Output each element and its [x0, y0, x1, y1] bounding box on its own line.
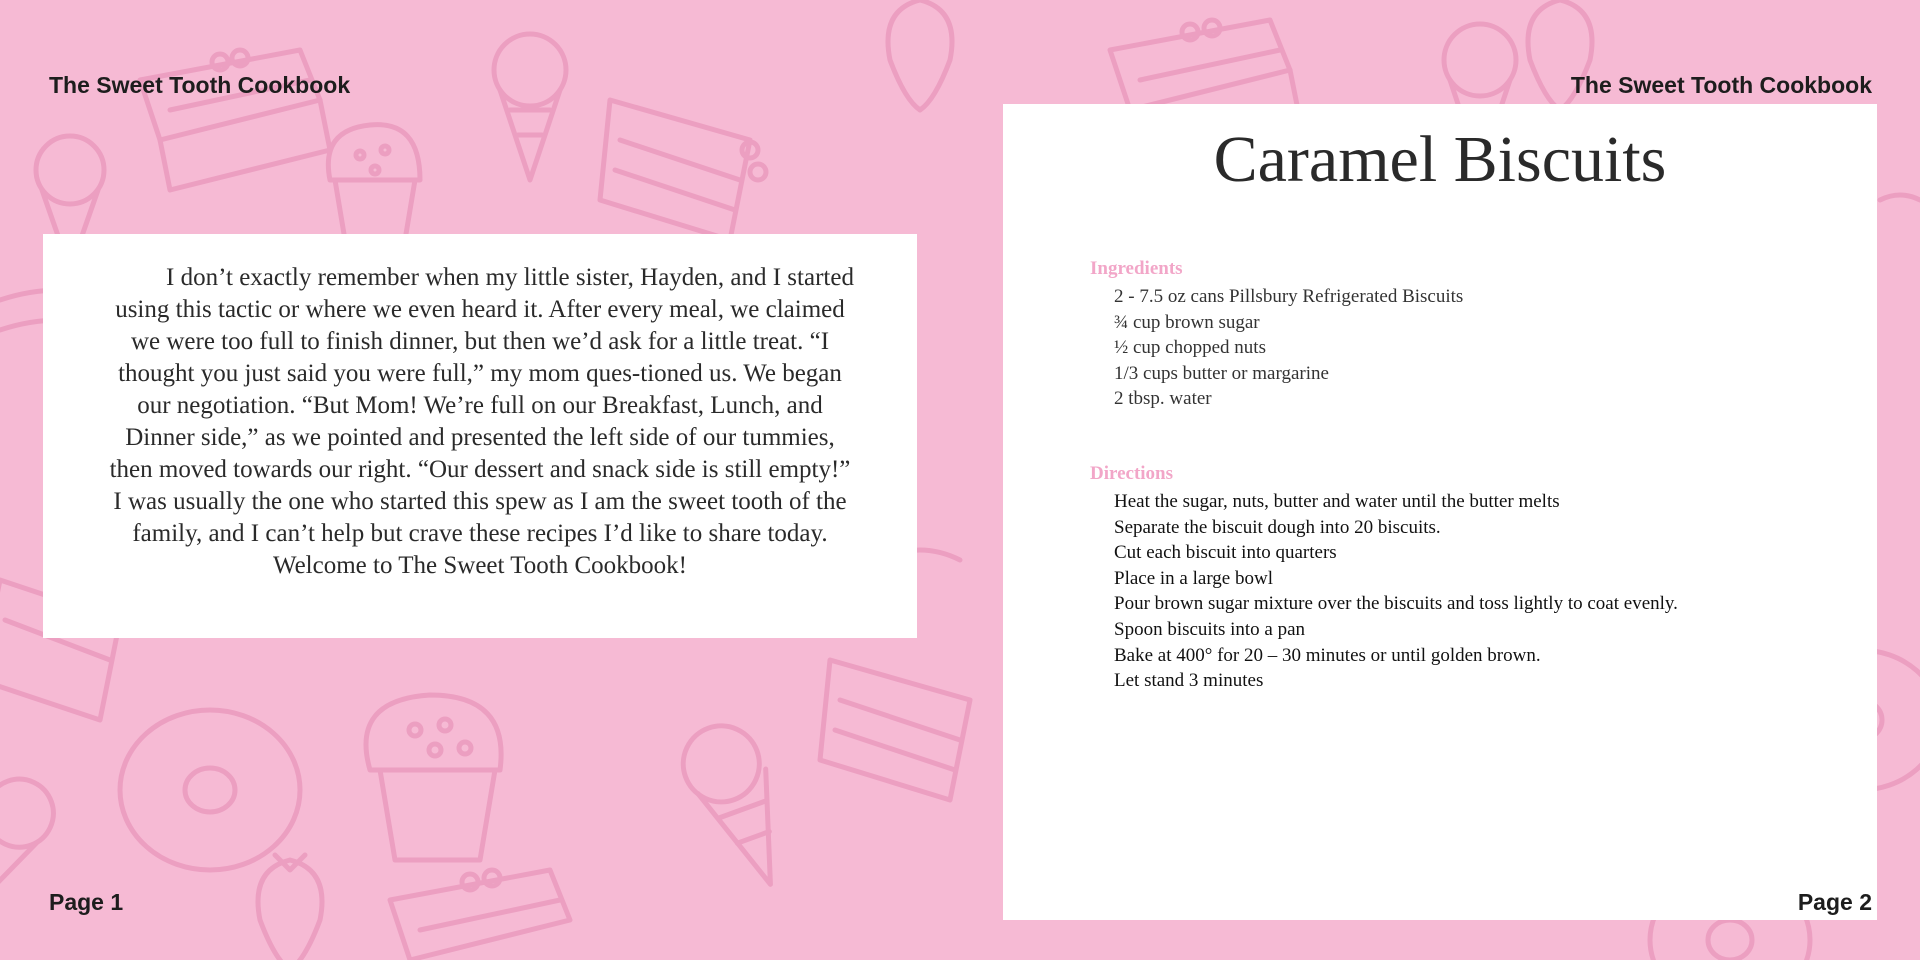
page-number: Page 2 — [1797, 889, 1872, 915]
ingredient-item: 1/3 cups butter or margarine — [1114, 362, 1329, 384]
direction-step: Pour brown sugar mixture over the biscuits and toss lightly to coat evenly. — [1114, 593, 1678, 615]
ingredient-item: 2 - 7.5 oz cans Pillsbury Refrigerated Biscuits — [1114, 286, 1464, 307]
recipe-card — [1003, 104, 1877, 920]
running-header: The Sweet Tooth Cookbook — [49, 72, 351, 98]
page-number: Page 1 — [49, 889, 124, 915]
direction-step: Let stand 3 minutes — [1114, 670, 1264, 692]
direction-step: Place in a large bowl — [1114, 567, 1273, 589]
page-right — [960, 0, 1920, 960]
directions-list — [1114, 489, 1678, 694]
running-header: The Sweet Tooth Cookbook — [1570, 72, 1872, 98]
ingredients-heading: Ingredients — [1090, 258, 1183, 279]
direction-step: Spoon biscuits into a pan — [1114, 618, 1306, 640]
intro-text-box — [43, 234, 917, 638]
direction-step: Heat the sugar, nuts, butter and water until the butter melts — [1114, 491, 1560, 512]
ingredient-item: 2 tbsp. water — [1114, 388, 1212, 410]
directions-heading: Directions — [1090, 463, 1174, 484]
direction-step: Bake at 400° for 20 – 30 minutes or until golden brown. — [1114, 644, 1541, 666]
ingredients-list — [1114, 284, 1463, 412]
ingredient-item: ¾ cup brown sugar — [1114, 311, 1260, 333]
recipe-title: Caramel Biscuits — [1213, 123, 1667, 196]
direction-step: Cut each biscuit into quarters — [1114, 542, 1337, 564]
ingredient-item: ½ cup chopped nuts — [1114, 337, 1266, 359]
direction-step: Separate the biscuit dough into 20 biscuits. — [1114, 516, 1441, 538]
intro-text: I don’t exactly remember when my little sister, Hayden, and I started using this tactic or where we even heard it. After every meal, we claimed we were too full to finish dinner, but then we’d ask for a little treat. “I thought you just said you were full,” my mom ques-tioned us. We began our negotiation. “But Mom! We’re full on our Breakfast, Lunch, and Dinner side,” as we pointed and presented the left side of our tummies, then moved towards our right. “Our dessert and snack side is still empty!” I was usually the one who started this spew as I am the sweet tooth of the family, and I can’t help but crave these recipes I’d like to share today. Welcome to The Sweet Tooth Cookbook! — [109, 264, 854, 579]
intro-paragraph — [105, 262, 855, 582]
